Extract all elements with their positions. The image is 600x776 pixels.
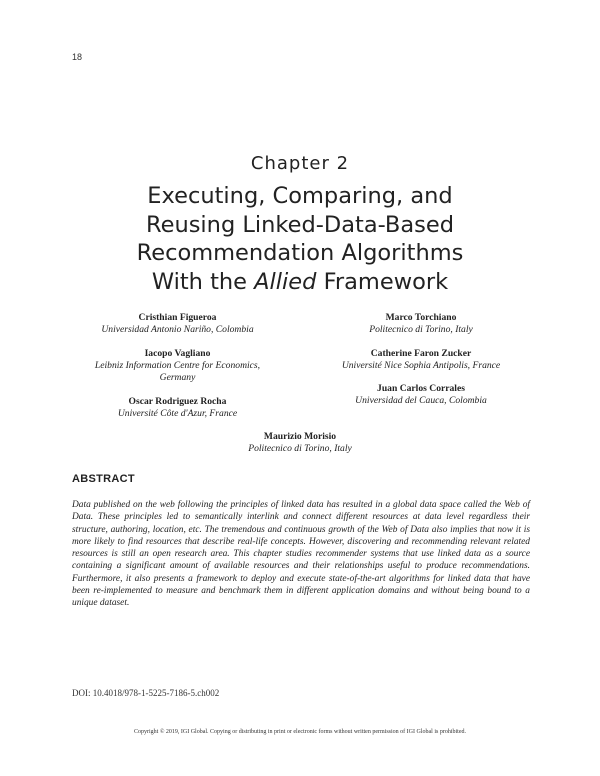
title-line-2: Reusing Linked-Data-Based — [145, 211, 455, 238]
author-block — [180, 431, 420, 455]
copyright-notice: Copyright © 2019, IGI Global. Copying or distributing in print or electronic forms without written permission of IGI Global is prohibited. — [133, 729, 466, 735]
author-block — [70, 348, 285, 384]
author-affiliation: Politecnico di Torino, Italy — [369, 324, 473, 335]
page-number: 18 — [72, 52, 83, 62]
author-block — [312, 348, 530, 372]
abstract-heading: ABSTRACT — [72, 473, 135, 485]
author-name: Cristhian Figueroa — [138, 312, 217, 323]
author-name: Maurizio Morisio — [263, 431, 337, 442]
author-affiliation: Universidad del Cauca, Colombia — [355, 395, 487, 406]
title-line-4-suffix: Framework — [316, 268, 449, 295]
author-block — [70, 396, 285, 420]
chapter-label: Chapter 2 — [250, 153, 350, 174]
abstract-text: Data published on the web following the principles of linked data has resulted in a global data space called the Web of Data. These principles led to semantically interlink and connect different resources at data level regardless their structure, authoring, location, etc. The tremendous and continuous growth of the Web of Data also implies that now it is more likely to find resources that describe real-life concepts. However, discovering and recommending relevant related resources is still an open research area. This chapter studies recommender systems that use linked data as a source containing a significant amount of available resources and their relationships useful to produce recommendations. Furthermore, it also presents a framework to deploy and execute state-of-the-art algorithms for linked data that have been re-implemented to measure and benchmark them in different application domains and without being bound to a unique dataset. — [72, 500, 530, 609]
author-affiliation: Leibniz Information Centre for Economics, — [94, 360, 261, 371]
chapter-title — [60, 182, 540, 296]
author-affiliation: Université Nice Sophia Antipolis, France — [341, 360, 501, 371]
title-line-1: Executing, Comparing, and — [147, 183, 453, 209]
author-block — [312, 383, 530, 407]
author-affiliation: Université Côte d'Azur, France — [117, 408, 238, 419]
author-block — [70, 312, 285, 336]
author-name: Juan Carlos Corrales — [377, 383, 465, 394]
author-affiliation: Universidad Antonio Nariño, Colombia — [101, 324, 254, 335]
title-emphasis: Allied — [254, 268, 317, 295]
author-name: Marco Torchiano — [385, 312, 457, 323]
author-name: Iacopo Vagliano — [144, 348, 211, 359]
author-affiliation-cont: Germany — [159, 372, 196, 383]
title-line-4 — [60, 268, 540, 297]
author-block — [312, 312, 530, 336]
author-name: Catherine Faron Zucker — [370, 348, 472, 359]
title-line-3: Recommendation Algorithms — [136, 240, 464, 266]
doi: DOI: 10.4018/978-1-5225-7186-5.ch002 — [72, 688, 220, 698]
author-name: Oscar Rodriguez Rocha — [128, 396, 227, 407]
author-affiliation: Politecnico di Torino, Italy — [248, 443, 352, 454]
title-line-4-prefix: With the — [151, 268, 255, 295]
